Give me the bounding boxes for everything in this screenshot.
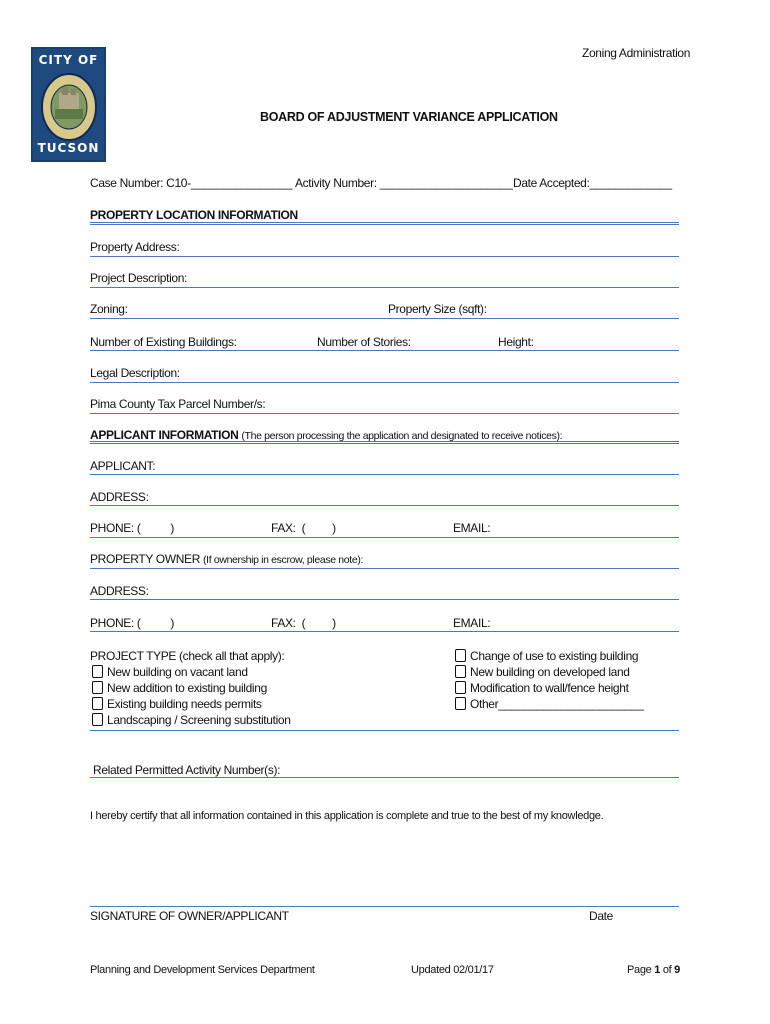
checkbox-icon[interactable] [92, 697, 103, 710]
applicant-field[interactable] [90, 474, 679, 475]
checkbox-wall-fence[interactable] [455, 681, 629, 697]
signature-label: SIGNATURE OF OWNER/APPLICANT [90, 909, 289, 923]
fax-label: FAX: ( ) [271, 521, 336, 535]
phone-label: PHONE: ( ) [90, 521, 175, 535]
logo-city-of-text: CITY OF [38, 53, 99, 67]
project-description-label: Project Description: [90, 271, 188, 285]
option-label: Existing building needs permits [107, 697, 262, 711]
owner-address-field[interactable] [90, 599, 679, 600]
page-number [627, 964, 680, 976]
property-address-label: Property Address: [90, 240, 180, 254]
checkbox-icon[interactable] [92, 713, 103, 726]
legal-description-label: Legal Description: [90, 366, 180, 380]
address-label: ADDRESS: [90, 490, 149, 504]
logo-tucson-text: TUCSON [37, 141, 100, 155]
height-label: Height: [498, 335, 534, 349]
checkbox-existing-needs-permits[interactable] [92, 697, 262, 713]
section-divider [90, 441, 679, 444]
zoning-label: Zoning: [90, 302, 128, 316]
owner-email-label: EMAIL: [453, 616, 491, 630]
page-prefix: Page [627, 964, 655, 976]
checkbox-landscaping[interactable] [92, 713, 291, 729]
option-label: Modification to wall/fence height [470, 681, 629, 695]
date-accepted-field[interactable]: Date Accepted:_____________ [513, 176, 672, 190]
checkbox-new-building-developed[interactable] [455, 665, 630, 681]
tax-parcel-label: Pima County Tax Parcel Number/s: [90, 397, 266, 411]
property-owner-field[interactable] [90, 568, 679, 569]
case-number-field[interactable]: Case Number: C10-________________ [90, 176, 292, 190]
city-seal-icon [40, 71, 98, 143]
city-of-tucson-logo [31, 47, 106, 162]
owner-phone-label: PHONE: ( ) [90, 616, 175, 630]
related-activity-field[interactable] [90, 777, 679, 778]
stories-label: Number of Stories: [317, 335, 411, 349]
option-label: Change of use to existing building [470, 649, 639, 663]
tax-parcel-field[interactable] [90, 413, 679, 414]
zoning-size-field[interactable] [90, 318, 679, 319]
activity-number-field[interactable]: Activity Number: _____________________ [295, 176, 513, 190]
department-label: Zoning Administration [582, 46, 691, 60]
checkbox-other[interactable] [455, 697, 644, 713]
owner-address-label: ADDRESS: [90, 584, 149, 598]
applicant-heading-note: (The person processing the application and designated to receive notices): [241, 430, 563, 442]
option-label: Landscaping / Screening substitution [107, 713, 291, 727]
property-owner-label [90, 552, 363, 566]
property-address-field[interactable] [90, 256, 679, 257]
legal-description-field[interactable] [90, 382, 679, 383]
applicant-heading [90, 428, 562, 442]
option-label: New building on vacant land [107, 665, 248, 679]
owner-phone-fax-email-field[interactable] [90, 631, 679, 632]
applicant-label: APPLICANT: [90, 459, 156, 473]
section-divider [90, 222, 679, 225]
option-label: Other_______________________ [470, 697, 644, 711]
address-field[interactable] [90, 505, 679, 506]
property-size-label: Property Size (sqft): [388, 302, 487, 316]
checkbox-icon[interactable] [92, 681, 103, 694]
project-type-divider [90, 730, 679, 731]
applicant-heading-text: APPLICANT INFORMATION [90, 428, 239, 442]
checkbox-icon[interactable] [455, 649, 466, 662]
checkbox-new-addition[interactable] [92, 681, 267, 697]
checkbox-icon[interactable] [92, 665, 103, 678]
checkbox-icon[interactable] [455, 697, 466, 710]
option-label: New building on developed land [470, 665, 630, 679]
option-label: New addition to existing building [107, 681, 267, 695]
checkbox-new-building-vacant[interactable] [92, 665, 248, 681]
certification-text: I hereby certify that all information contained in this application is complete and true to the best of my knowledge. [90, 810, 604, 822]
checkbox-icon[interactable] [455, 681, 466, 694]
property-owner-text: PROPERTY OWNER [90, 552, 201, 566]
page-total: 9 [674, 964, 680, 976]
footer-updated: Updated 02/01/17 [411, 964, 494, 976]
existing-buildings-label: Number of Existing Buildings: [90, 335, 237, 349]
page-of: of [660, 964, 675, 976]
page-title: BOARD OF ADJUSTMENT VARIANCE APPLICATION [260, 110, 558, 124]
date-label: Date [589, 909, 613, 923]
signature-field[interactable] [90, 906, 679, 907]
owner-fax-label: FAX: ( ) [271, 616, 336, 630]
property-owner-note: (If ownership in escrow, please note): [203, 554, 364, 566]
checkbox-change-of-use[interactable] [455, 649, 638, 665]
checkbox-icon[interactable] [455, 665, 466, 678]
phone-fax-email-field[interactable] [90, 537, 679, 538]
footer-department: Planning and Development Services Department [90, 964, 315, 976]
buildings-stories-height-field[interactable] [90, 350, 679, 351]
page-current: 1 [654, 964, 661, 976]
email-label: EMAIL: [453, 521, 491, 535]
project-description-field[interactable] [90, 287, 679, 288]
property-location-heading: PROPERTY LOCATION INFORMATION [90, 208, 298, 222]
project-type-heading: PROJECT TYPE (check all that apply): [90, 649, 285, 663]
related-activity-label: Related Permitted Activity Number(s): [93, 763, 281, 777]
